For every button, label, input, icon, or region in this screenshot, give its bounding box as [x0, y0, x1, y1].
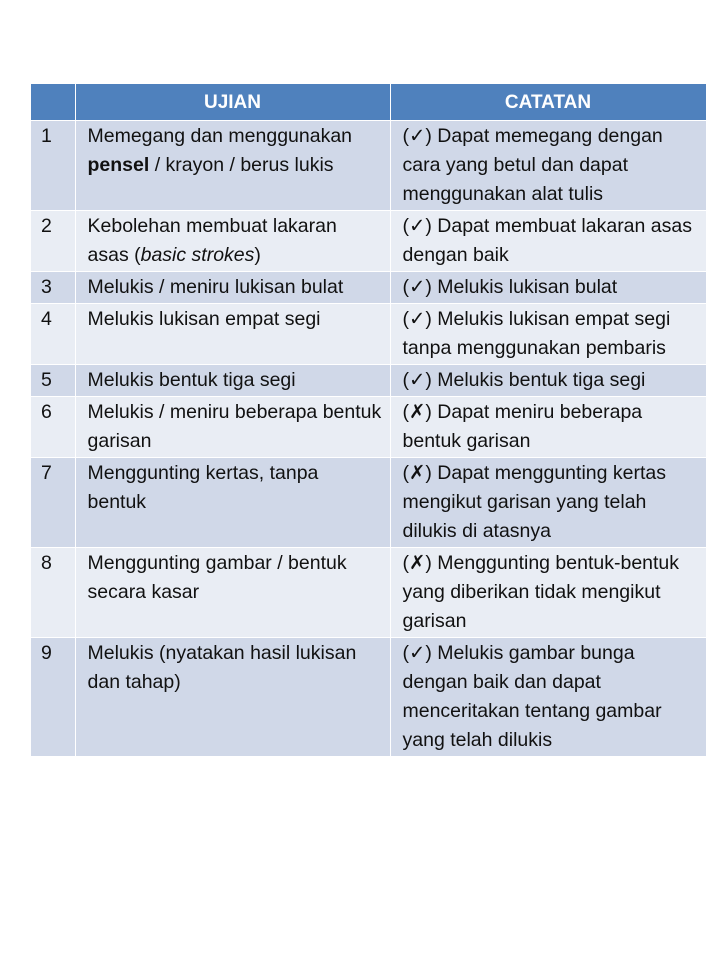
- ujian-text: Memegang dan menggunakan: [87, 125, 353, 147]
- catatan-text: Melukis gambar bunga dengan baik dan dapat menceritakan tentang gambar yang telah dilukis: [402, 642, 662, 751]
- catatan-text: Melukis bentuk tiga segi: [437, 369, 646, 391]
- row-number: 8: [31, 548, 75, 638]
- row-number: 5: [31, 365, 75, 397]
- check-icon: ✓: [409, 215, 426, 237]
- table-row: [31, 272, 706, 304]
- cross-icon: ✗: [409, 462, 426, 484]
- check-icon: ✓: [409, 125, 426, 147]
- catatan-cell: (✓) Melukis gambar bunga dengan baik dan dapat menceritakan tentang gambar yang telah dilukis: [390, 638, 706, 757]
- ujian-emphasis: basic strokes: [140, 244, 255, 266]
- row-number: 1: [31, 121, 75, 211]
- check-icon: ✓: [409, 369, 426, 391]
- table-row: [31, 121, 706, 211]
- check-icon: ✓: [409, 308, 426, 330]
- catatan-cell: (✓) Melukis bentuk tiga segi: [390, 365, 706, 397]
- row-number: 9: [31, 638, 75, 757]
- ujian-cell: Melukis / meniru beberapa bentuk garisan: [75, 397, 390, 458]
- catatan-cell: (✗) Menggunting bentuk-bentuk yang diberikan tidak mengikut garisan: [390, 548, 706, 638]
- catatan-text: Melukis lukisan empat segi tanpa menggunakan pembaris: [402, 308, 671, 359]
- table-row: [31, 304, 706, 365]
- catatan-text: Dapat menggunting kertas mengikut garisan yang telah dilukis di atasnya: [402, 462, 666, 542]
- catatan-cell: (✓) Melukis lukisan bulat: [390, 272, 706, 304]
- ujian-emphasis: pensel: [87, 154, 150, 176]
- catatan-text: Melukis lukisan bulat: [437, 276, 618, 298]
- check-icon: ✓: [409, 276, 426, 298]
- ujian-cell: Melukis bentuk tiga segi: [75, 365, 390, 397]
- table-row: [31, 365, 706, 397]
- check-icon: ✓: [409, 642, 426, 664]
- table-row: [31, 458, 706, 548]
- header-ujian: UJIAN: [75, 84, 390, 121]
- header-catatan: CATATAN: [390, 84, 706, 121]
- ujian-cell: [75, 211, 390, 272]
- row-number: 3: [31, 272, 75, 304]
- catatan-text: Dapat meniru beberapa bentuk garisan: [402, 401, 643, 452]
- catatan-cell: (✓) Dapat memegang dengan cara yang betul dan dapat menggunakan alat tulis: [390, 121, 706, 211]
- catatan-cell: (✓) Dapat membuat lakaran asas dengan baik: [390, 211, 706, 272]
- ujian-cell: Menggunting gambar / bentuk secara kasar: [75, 548, 390, 638]
- ujian-cell: Melukis lukisan empat segi: [75, 304, 390, 365]
- header-number: [31, 84, 75, 121]
- catatan-cell: (✗) Dapat menggunting kertas mengikut garisan yang telah dilukis di atasnya: [390, 458, 706, 548]
- ujian-text-end: ): [254, 244, 261, 266]
- row-number: 7: [31, 458, 75, 548]
- ujian-text: Kebolehan membuat lakaran asas (: [87, 215, 337, 266]
- table-row: [31, 548, 706, 638]
- cross-icon: ✗: [409, 401, 426, 423]
- row-number: 4: [31, 304, 75, 365]
- row-number: 2: [31, 211, 75, 272]
- catatan-text: Dapat membuat lakaran asas dengan baik: [402, 215, 692, 266]
- ujian-cell: Melukis / meniru lukisan bulat: [75, 272, 390, 304]
- catatan-text: Menggunting bentuk-bentuk yang diberikan tidak mengikut garisan: [402, 552, 680, 632]
- cross-icon: ✗: [409, 552, 426, 574]
- header-row: [31, 84, 706, 121]
- assessment-table: [31, 84, 707, 756]
- catatan-text: Dapat memegang dengan cara yang betul dan dapat menggunakan alat tulis: [402, 125, 663, 205]
- ujian-cell: Menggunting kertas, tanpa bentuk: [75, 458, 390, 548]
- ujian-cell: Melukis (nyatakan hasil lukisan dan tahap): [75, 638, 390, 757]
- table-row: [31, 638, 706, 757]
- row-number: 6: [31, 397, 75, 458]
- catatan-cell: (✗) Dapat meniru beberapa bentuk garisan: [390, 397, 706, 458]
- table-row: [31, 397, 706, 458]
- catatan-cell: (✓) Melukis lukisan empat segi tanpa menggunakan pembaris: [390, 304, 706, 365]
- ujian-cell: [75, 121, 390, 211]
- table-row: [31, 211, 706, 272]
- ujian-text-end: / krayon / berus lukis: [149, 154, 334, 176]
